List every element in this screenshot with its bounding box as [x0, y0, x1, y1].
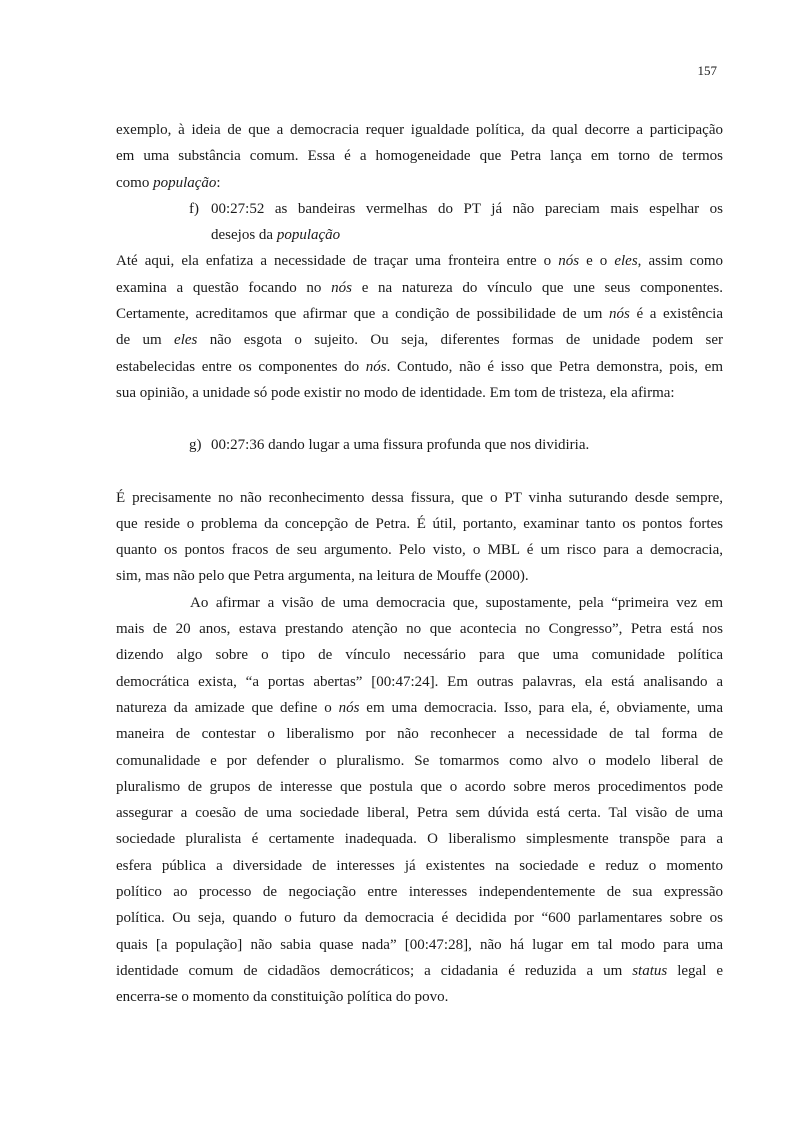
- emphasis: nós: [365, 358, 387, 375]
- text-run: estabelecidas entre os componentes do: [116, 358, 366, 375]
- emphasis: nós: [338, 699, 360, 716]
- example-text: [211, 196, 723, 249]
- text-line: 00:27:52 as bandeiras vermelhas do PT já não pareciam mais espelhar os: [211, 200, 723, 217]
- text-line: quais [a população] não sabia quase nada” [00:47:28], não há lugar em tal modo para uma: [116, 936, 723, 953]
- example-g: [189, 432, 723, 458]
- text-line: encerra-se o momento da constituição política do povo.: [116, 989, 449, 1006]
- text-run: identidade comum de cidadãos democráticos; a cidadania é reduzida a um: [116, 962, 633, 979]
- example-label: f): [189, 200, 199, 217]
- emphasis: nós: [331, 279, 352, 296]
- text-line: [116, 248, 723, 274]
- text-line: [116, 354, 723, 380]
- text-run: , assim como: [637, 253, 723, 270]
- text-line: [116, 170, 723, 196]
- text-run: natureza da amizade que define o: [116, 699, 339, 716]
- text-line: [116, 695, 723, 721]
- text-line: esfera pública a diversidade de interesses já existentes na sociedade e reduz o momento: [116, 857, 723, 874]
- text-line: político ao processo de negociação entre interesses independentemente de sua expressão: [116, 884, 723, 901]
- text-line: pluralismo de grupos de interesse que postula que o acordo sobre meros procedimentos pode: [116, 778, 723, 795]
- paragraph-4: [116, 590, 723, 1011]
- page-number: 157: [697, 63, 717, 78]
- text-line: quanto os pontos fracos de seu argumento. Pelo visto, o MBL é um risco para a democracia,: [116, 542, 723, 559]
- text-run: examina a questão focando no: [116, 279, 332, 296]
- text-run: em uma democracia. Isso, para ela, é, obviamente, uma: [359, 699, 723, 716]
- text-run: e o: [579, 253, 615, 270]
- text-run: . Contudo, não é isso que Petra demonstra, pois, em: [386, 358, 723, 375]
- emphasis: população: [276, 227, 341, 244]
- paragraph-2: [116, 248, 723, 406]
- example-f: [189, 196, 723, 249]
- text-line: democrática exista, “a portas abertas” [00:47:24]. Em outras palavras, ela está analisando a: [116, 673, 723, 690]
- paragraph-3: [116, 485, 723, 590]
- text-line: maneira de contestar o liberalismo por não reconhecer a necessidade de tal forma de: [116, 726, 723, 743]
- text-line: sim, mas não pelo que Petra argumenta, na leitura de Mouffe (2000).: [116, 568, 529, 585]
- emphasis: população: [153, 174, 217, 191]
- text-line: que reside o problema da concepção de Petra. É útil, portanto, examinar tanto os pontos fortes: [116, 515, 723, 532]
- text-run: como: [116, 174, 154, 191]
- text-run: desejos da: [211, 227, 277, 244]
- example-text: 00:27:36 dando lugar a uma fissura profunda que nos dividiria.: [211, 437, 590, 454]
- text-line: exemplo, à ideia de que a democracia requer igualdade política, da qual decorre a participação: [116, 122, 723, 138]
- text-run: :: [216, 174, 221, 191]
- text-line: sociedade pluralista é certamente inadequada. O liberalismo simplesmente transpõe para a: [116, 831, 723, 848]
- text-run: de um: [116, 332, 175, 349]
- emphasis: eles: [614, 253, 638, 270]
- text-line: É precisamente no não reconhecimento dessa fissura, que o PT vinha suturando desde sempre,: [116, 489, 723, 506]
- example-label: g): [189, 437, 202, 454]
- text-line: dizendo algo sobre o tipo de vínculo necessário para que uma comunidade política: [116, 647, 723, 664]
- text-line: comunalidade e por defender o pluralismo. Se tomarmos como alvo o modelo liberal de: [116, 752, 723, 769]
- page-body: [116, 117, 723, 1011]
- text-run: Certamente, acreditamos que afirmar que a condição de possibilidade de um: [116, 306, 610, 323]
- text-run: não esgota o sujeito. Ou seja, diferentes formas de unidade podem ser: [197, 332, 724, 349]
- text-line: Ao afirmar a visão de uma democracia que, supostamente, pela “primeira vez em: [190, 594, 723, 611]
- text-run: legal e: [667, 962, 723, 979]
- text-line: [116, 301, 723, 327]
- emphasis: status: [632, 962, 668, 979]
- text-run: e na natureza do vínculo que une seus componentes.: [351, 279, 723, 296]
- text-line: [116, 275, 723, 301]
- text-line: mais de 20 anos, estava prestando atenção no que acontecia no Congresso”, Petra está nos: [116, 621, 723, 638]
- text-line: [116, 958, 723, 984]
- text-line: assegurar a coesão de uma sociedade liberal, Petra sem dúvida está certa. Tal visão de uma: [116, 805, 723, 822]
- text-line: em uma substância comum. Essa é a homogeneidade que Petra lança em torno de termos: [116, 148, 723, 165]
- emphasis: nós: [609, 306, 630, 323]
- text-run: Até aqui, ela enfatiza a necessidade de traçar uma fronteira entre o: [116, 253, 559, 270]
- text-line: [211, 222, 723, 248]
- text-line: [116, 327, 723, 353]
- text-run: é a existência: [629, 306, 723, 323]
- paragraph-1: [116, 117, 723, 196]
- emphasis: eles: [174, 332, 198, 349]
- emphasis: nós: [558, 253, 580, 270]
- text-line: sua opinião, a unidade só pode existir no modo de identidade. Em tom de tristeza, ela afirma:: [116, 384, 675, 401]
- text-line: política. Ou seja, quando o futuro da democracia é decidida por “600 parlamentares sobre os: [116, 910, 723, 927]
